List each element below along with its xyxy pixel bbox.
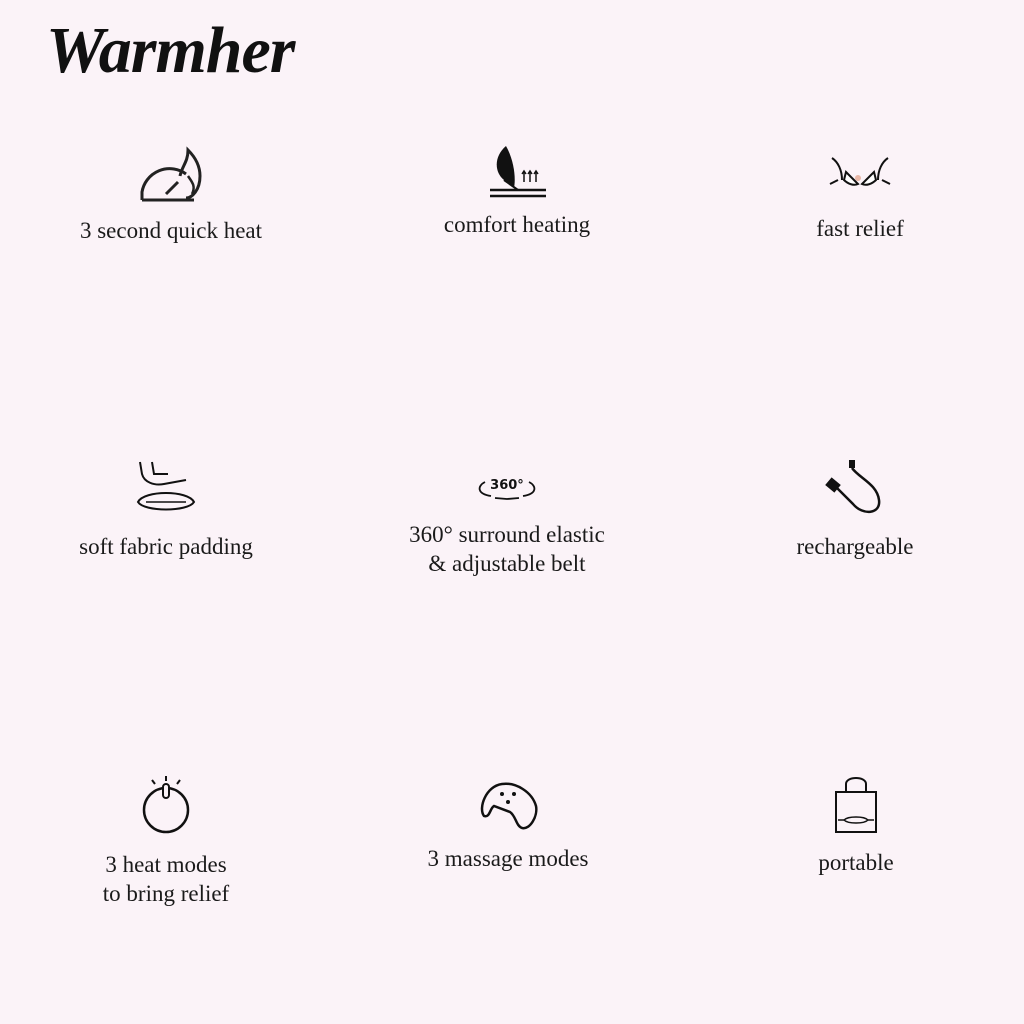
feature-label: 3 heat modes to bring relief — [102, 852, 230, 906]
hands-on-belly-icon — [828, 150, 892, 198]
brand-logo: Warmher — [46, 14, 295, 87]
feature-rechargeable — [695, 458, 1015, 561]
feature-comfort-heating — [357, 142, 677, 239]
feather-icon — [484, 142, 550, 202]
usb-cable-icon — [823, 458, 887, 518]
feature-label: soft fabric padding — [79, 534, 253, 559]
360-rotation-icon — [475, 472, 539, 504]
power-button-icon — [138, 776, 194, 834]
feature-label: 3 massage modes — [427, 846, 589, 871]
feature-portable — [696, 774, 1016, 877]
feature-label: rechargeable — [796, 534, 914, 559]
hand-on-pillow-icon — [134, 460, 198, 516]
feature-heat-modes — [6, 776, 326, 908]
feature-label: 360° surround elastic & adjustable belt — [409, 522, 605, 576]
feature-label: comfort heating — [443, 212, 591, 237]
feature-quick-heat — [11, 146, 331, 245]
feature-soft-padding — [6, 460, 326, 561]
feature-label: portable — [818, 850, 894, 875]
quick-heat-gauge-icon — [136, 146, 206, 206]
feature-label: 3 second quick heat — [79, 218, 263, 243]
feature-fast-relief — [700, 150, 1020, 243]
shopping-bag-icon — [832, 774, 880, 836]
massager-icon — [476, 778, 540, 832]
svg-text:360°: 360° — [490, 478, 524, 493]
feature-360-belt — [347, 472, 667, 578]
feature-label: fast relief — [816, 216, 904, 241]
feature-massage-modes — [348, 778, 668, 873]
